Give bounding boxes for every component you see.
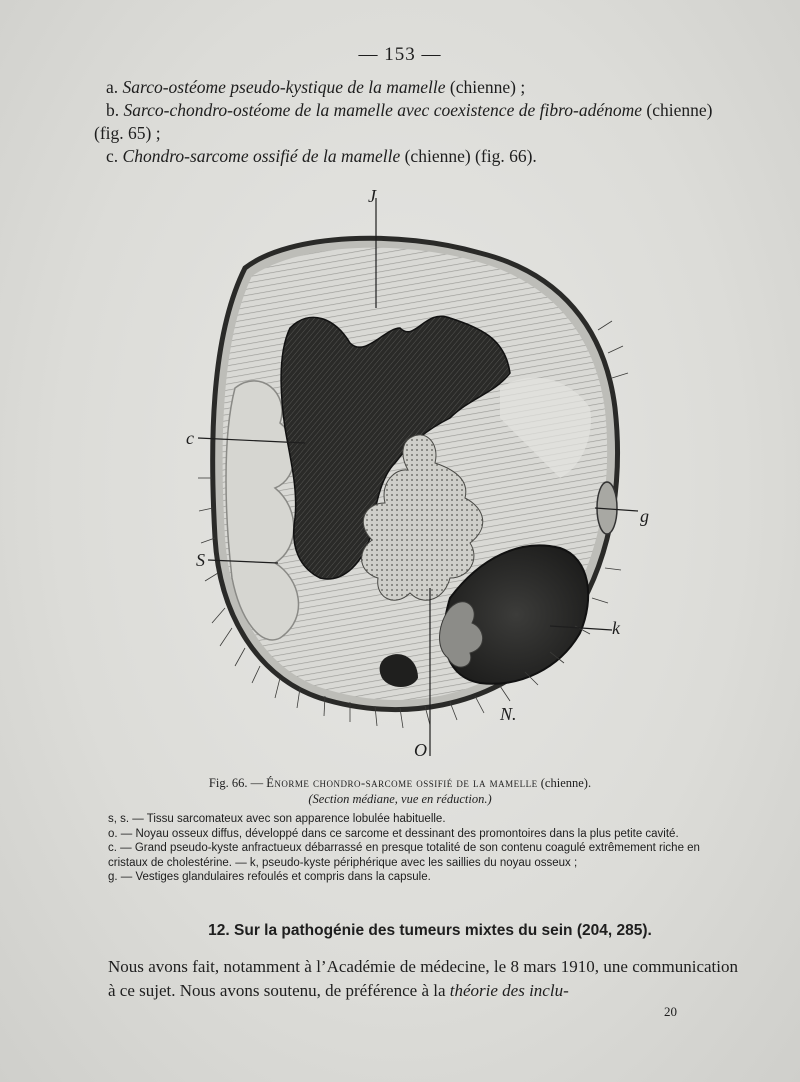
list-item-prefix: c. [106,146,119,166]
caption-subtitle: (Section médiane, vue en réduction.) [308,792,492,806]
body-text-italic: théorie des inclu- [449,981,569,1000]
list-item-title: Sarco-ostéome pseudo-kystique de la mamelle [122,77,446,97]
list-item-suffix: (chienne) ; [449,77,526,97]
caption-title-suffix: (chienne). [540,776,592,790]
list-item-prefix: b. [106,100,120,120]
list-item-prefix: a. [106,77,119,97]
specimen-list [94,76,746,168]
legend-item: s, s. — Tissu sarcomateux avec son apparence lobulée habituelle. [108,813,446,825]
label-c: c [186,428,194,448]
figure-legend [108,812,738,885]
list-item [106,99,746,122]
label-s: S [196,550,205,570]
label-j: J [368,186,376,206]
body-paragraph [108,955,738,1003]
label-g: g [640,506,649,526]
page-number: — 153 — [358,44,442,65]
figure-caption [0,775,800,807]
list-item-continuation: (fig. 65) ; [94,123,161,143]
section-title: 12. Sur la pathogénie des tumeurs mixtes du sein (204, 285). [208,922,652,939]
legend-item: o. — Noyau osseux diffus, développé dans ce sarcome et dessinant des promontoires dans la plus petite cavité. [108,827,679,840]
list-item [106,145,746,168]
legend-item: g. — Vestiges glandulaires refoulés et compris dans la capsule. [108,871,431,883]
label-o: O [414,740,427,760]
body-text: Nous avons fait, notamment à l’Académie de médecine, le 8 mars 1910, une communication à ce sujet. Nous avons soutenu, de préférence à la [108,957,738,1000]
list-item-title: Chondro-sarcome ossifié de la mamelle [122,146,401,166]
caption-title: Énorme chondro-sarcome ossifié de la mamelle [266,776,538,790]
list-item-suffix: (chienne) [646,100,713,120]
label-n: N. [500,704,517,724]
list-item-title: Sarco-chondro-ostéome de la mamelle avec coexistence de fibro-adénome [123,100,642,120]
list-item [106,76,746,99]
list-item-suffix: (chienne) (fig. 66). [404,146,537,166]
signature-mark: 20 [664,1004,677,1019]
tumor-section-illustration [150,178,670,760]
legend-item: c. — Grand pseudo-kyste anfractueux débarrassé en presque totalité de son contenu coagulé extrêmement riche en cristaux de cholestérine. — k, pseudo-kyste périphérique avec les saillies du noyau osseux ; [108,842,700,869]
caption-figure-number: Fig. 66. — [208,776,264,790]
label-k: k [612,618,620,638]
